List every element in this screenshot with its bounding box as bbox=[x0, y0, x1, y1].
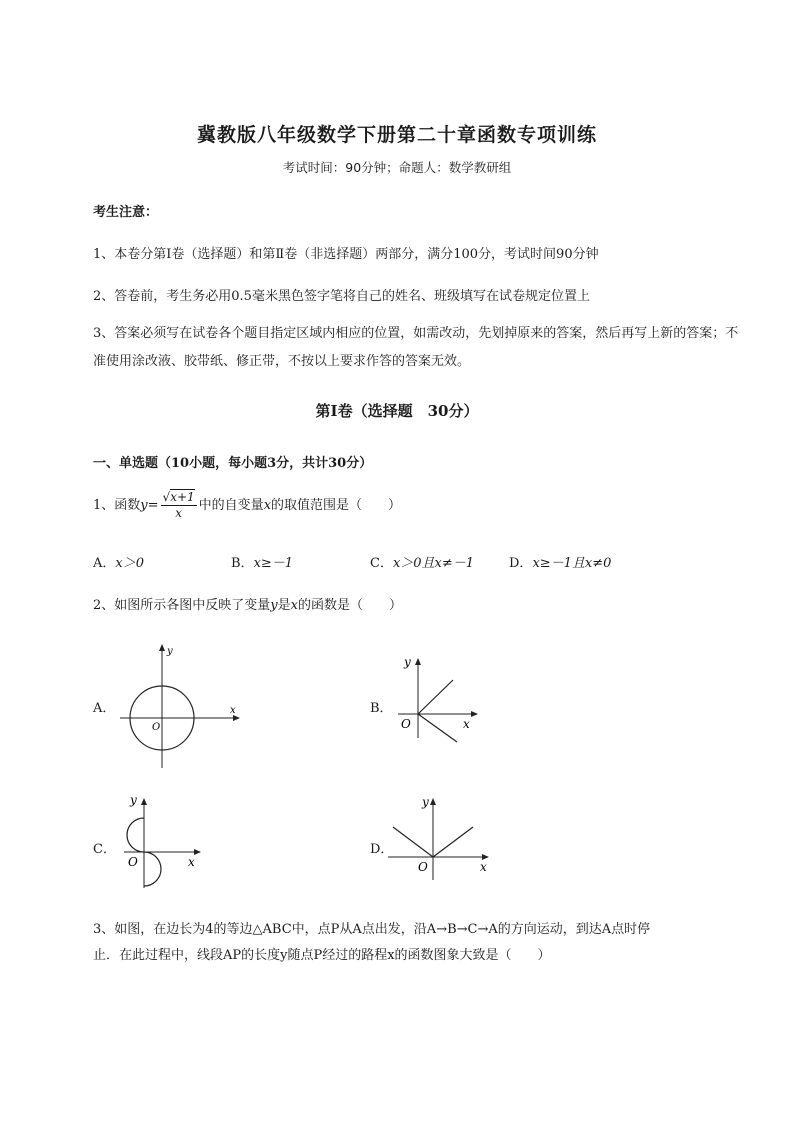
q1-func-var: y bbox=[140, 498, 148, 513]
x-axis-label: x bbox=[230, 705, 236, 716]
x-axis-label: x bbox=[480, 860, 487, 874]
origin-label: O bbox=[128, 855, 138, 869]
notice-item-1: 1、本卷分第Ⅰ卷（选择题）和第Ⅱ卷（非选择题）两部分，满分100分，考试时间90分钟 bbox=[93, 247, 599, 262]
x-axis-label: x bbox=[463, 717, 470, 731]
q2-text-b: 是 bbox=[277, 598, 291, 613]
x-axis-label: x bbox=[188, 855, 195, 869]
option-label: B． bbox=[231, 556, 254, 571]
option-label: C． bbox=[370, 556, 393, 571]
origin-label: O bbox=[401, 717, 411, 731]
option-text: x＞0且x≠－1 bbox=[392, 556, 475, 571]
ray-down bbox=[418, 714, 457, 742]
q2-graph-d-label[interactable]: D． bbox=[370, 842, 394, 857]
q2-graph-b-label[interactable]: B． bbox=[370, 701, 393, 716]
q2-graph-c[interactable] bbox=[118, 790, 208, 890]
part-heading: 一、单选题（10小题，每小题3分，共计30分） bbox=[93, 456, 373, 471]
q1-denominator: x bbox=[175, 506, 182, 520]
q1-var-x: x bbox=[263, 498, 272, 513]
y-axis-arrow bbox=[430, 798, 436, 805]
y-axis-label: y bbox=[422, 795, 429, 809]
y-axis-arrow bbox=[159, 644, 165, 651]
x-axis-arrow bbox=[471, 711, 478, 717]
ray-left bbox=[393, 827, 433, 857]
option-label: A． bbox=[93, 556, 116, 571]
question-3-line-1: 3、如图，在边长为4的等边△ABC中，点P从A点出发，沿A→B→C→A的方向运动，到达A点时停 bbox=[93, 922, 651, 937]
question-3-line-2: 止．在此过程中，线段AP的长度y随点P经过的路程x的函数图象大致是（ ） bbox=[93, 948, 551, 963]
upper-semicircle bbox=[127, 818, 144, 852]
q2-text-c: 的函数是（ ） bbox=[298, 598, 403, 613]
option-text: x≥－1且x≠0 bbox=[532, 556, 612, 571]
exam-subtitle: 考试时间：90分钟；命题人：数学教研组 bbox=[282, 160, 512, 175]
q1-option-c[interactable] bbox=[370, 552, 474, 571]
section-title: 第Ⅰ卷（选择题 30分） bbox=[315, 402, 479, 420]
q1-equals: = bbox=[147, 498, 159, 513]
notice-item-2: 2、答卷前，考生务必用0.5毫米黑色签字笔将自己的姓名、班级填写在试卷规定位置上 bbox=[93, 289, 590, 304]
q1-option-b[interactable] bbox=[231, 552, 293, 571]
q1-prefix: 1、函数 bbox=[93, 498, 141, 513]
q1-numerator-wrap: √x+1 bbox=[162, 490, 195, 504]
ray-up bbox=[418, 680, 453, 714]
option-label: D． bbox=[509, 556, 533, 571]
lower-semicircle bbox=[144, 852, 161, 886]
notice-heading: 考生注意： bbox=[93, 205, 159, 220]
q2-graph-a-label[interactable]: A． bbox=[93, 701, 116, 716]
y-axis-label: y bbox=[130, 793, 137, 807]
y-axis-arrow bbox=[415, 658, 421, 665]
q2-text-a: 2、如图所示各图中反映了变量 bbox=[93, 598, 271, 613]
ray-right bbox=[433, 827, 473, 857]
question-2 bbox=[93, 594, 402, 613]
q2-var-x: x bbox=[290, 598, 298, 613]
x-axis-arrow bbox=[194, 849, 201, 855]
y-axis-arrow bbox=[141, 798, 147, 805]
q1-numerator: x+1 bbox=[170, 490, 195, 504]
q1-suffix-pre: 中的自变量 bbox=[198, 498, 264, 513]
q2-var-y: y bbox=[270, 598, 278, 613]
q2-graph-b[interactable] bbox=[395, 650, 485, 750]
q1-fraction bbox=[161, 490, 197, 521]
notice-item-3: 3、答案必须写在试卷各个题目指定区域内相应的位置，如需改动，先划掉原来的答案，然后再写上新的答案；不准使用涂改液、胶带纸、修正带，不按以上要求作答的答案无效。 bbox=[93, 326, 739, 369]
page-title: 冀教版八年级数学下册第二十章函数专项训练 bbox=[196, 124, 597, 146]
y-axis-label: y bbox=[167, 646, 173, 657]
option-text: x＞0 bbox=[115, 556, 144, 571]
q1-option-d[interactable] bbox=[509, 552, 611, 571]
option-text: x≥－1 bbox=[253, 556, 294, 571]
q2-graph-d[interactable] bbox=[385, 792, 495, 882]
q1-suffix-post: 的取值范围是（ ） bbox=[271, 498, 402, 513]
origin-label: O bbox=[152, 722, 161, 733]
y-axis-label: y bbox=[404, 655, 411, 669]
origin-label: O bbox=[418, 860, 428, 874]
question-1 bbox=[93, 490, 401, 521]
q2-graph-a[interactable] bbox=[115, 640, 245, 770]
q2-graph-c-label[interactable]: C． bbox=[93, 842, 116, 857]
q1-option-a[interactable] bbox=[93, 552, 144, 571]
